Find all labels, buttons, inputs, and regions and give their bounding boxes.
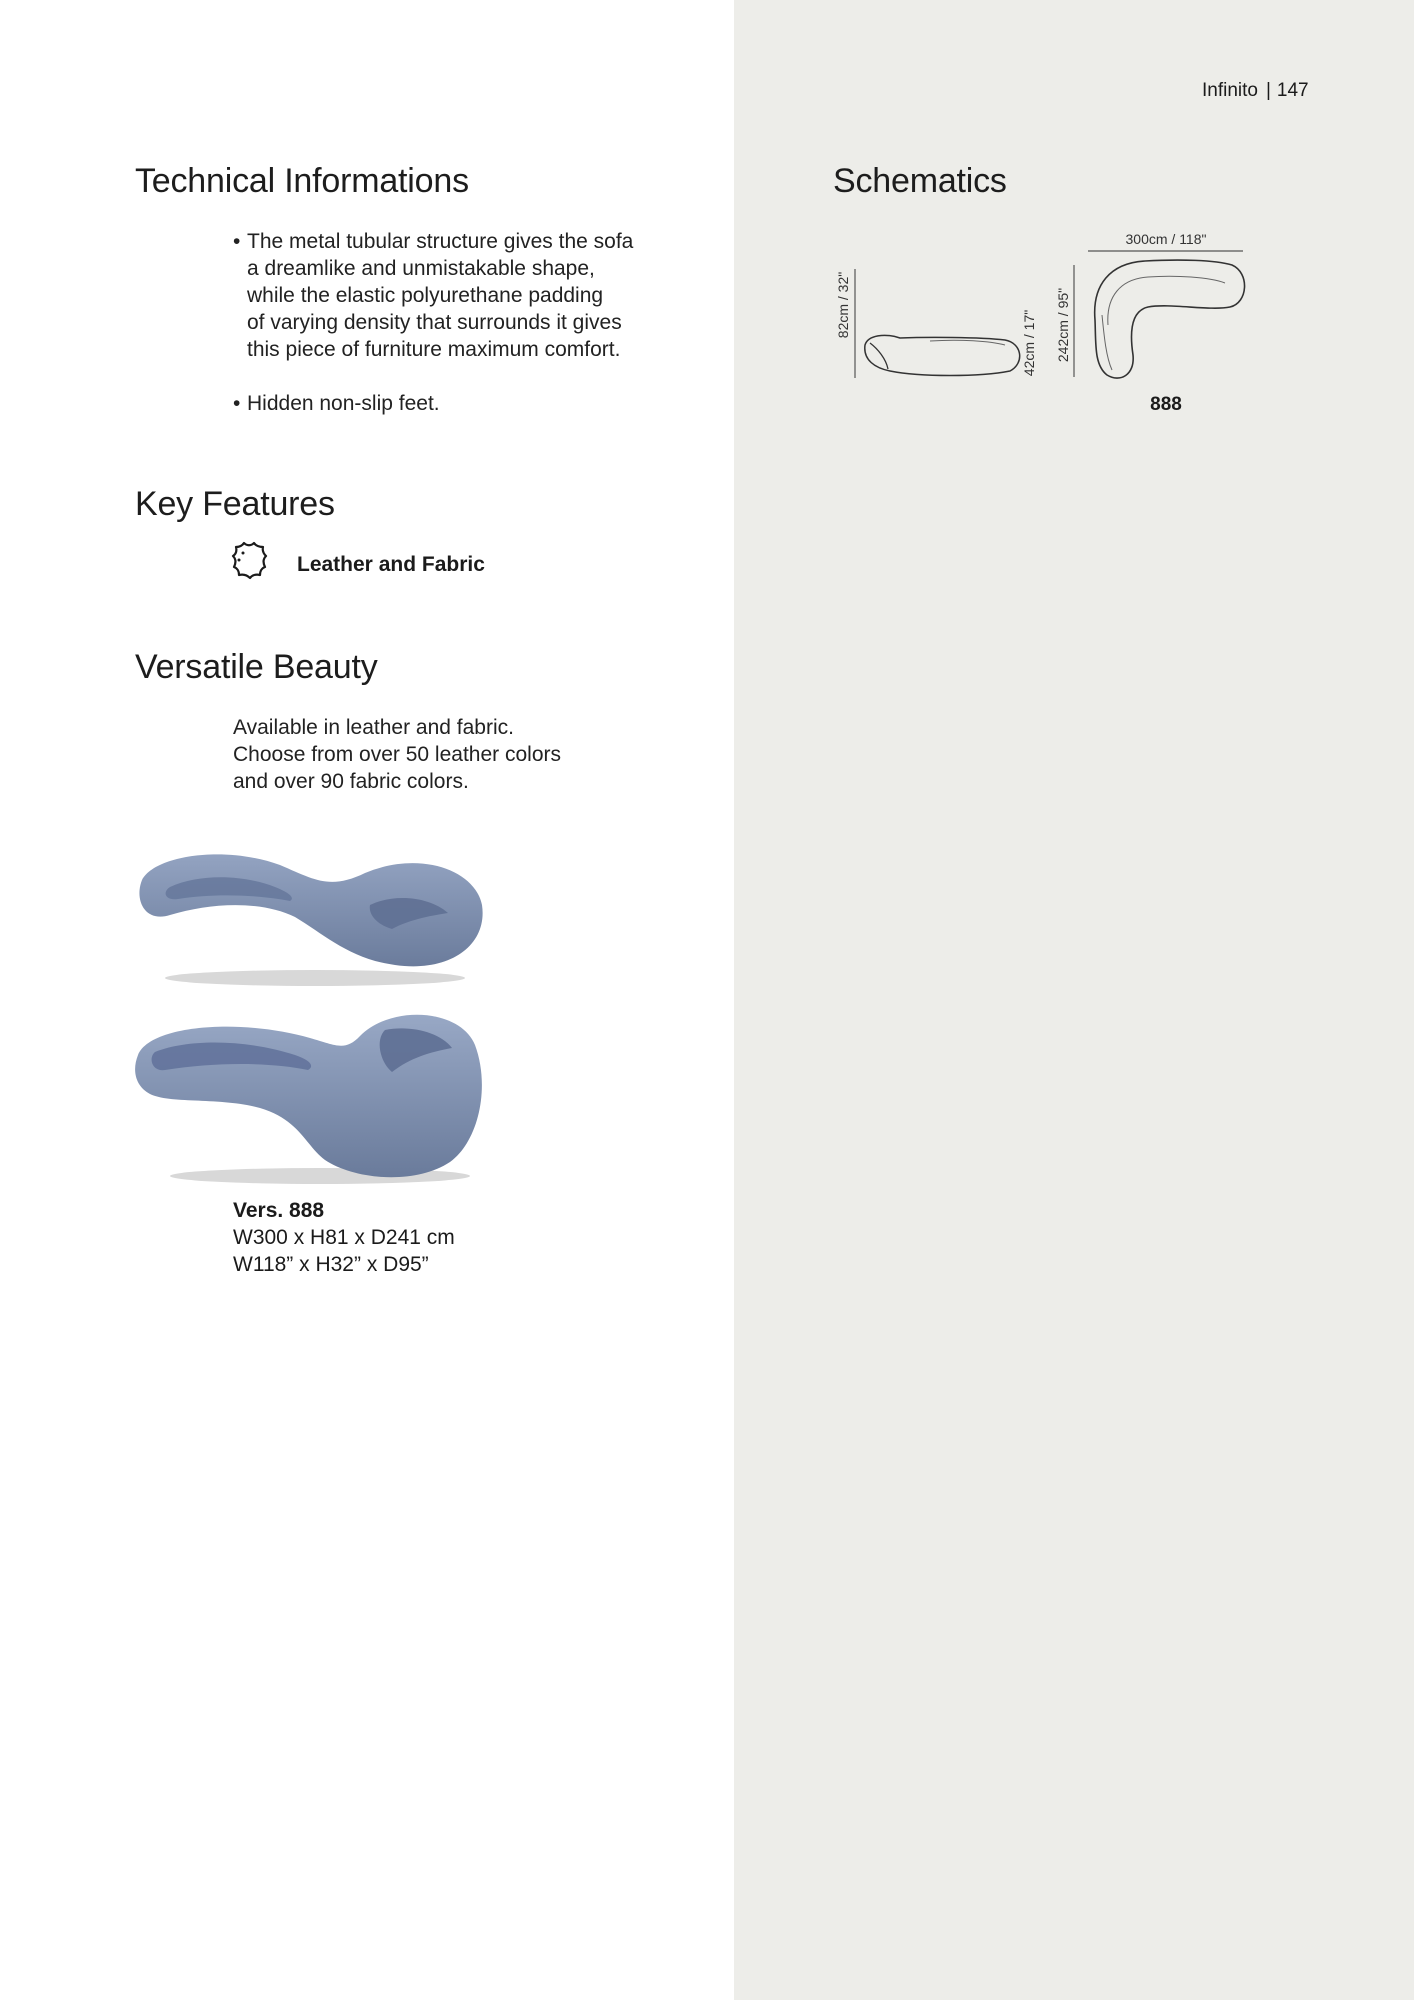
- bullet-line: Hidden non-slip feet.: [247, 392, 440, 415]
- dim-depth: 242cm / 95": [1055, 287, 1071, 363]
- product-version: Vers. 888: [233, 1199, 325, 1222]
- leather-hide-icon: [230, 540, 268, 580]
- product-dims-cm: W300 x H81 x D241 cm: [233, 1226, 455, 1249]
- side-view-outline: [865, 335, 1020, 375]
- plan-view-outline: [1095, 260, 1245, 378]
- versatile-text: [233, 714, 561, 795]
- versatile-line: Choose from over 50 leather colors: [233, 743, 561, 766]
- key-features-title: Key Features: [135, 485, 335, 523]
- product-dims-in: W118” x H32” x D95”: [233, 1253, 429, 1276]
- sofa-photo-top-view: [130, 835, 490, 995]
- dim-seat-height: 42cm / 17": [1021, 309, 1037, 377]
- bullet-dot: •: [233, 230, 241, 253]
- feature-label: Leather and Fabric: [297, 553, 485, 576]
- bullet-line: this piece of furniture maximum comfort.: [247, 338, 621, 361]
- dim-side-height: 82cm / 32": [835, 271, 851, 339]
- page-number: 147: [1276, 80, 1309, 101]
- model-label: 888: [1150, 394, 1182, 415]
- versatile-line: Available in leather and fabric.: [233, 716, 514, 739]
- product-name: Infinito: [1202, 80, 1258, 101]
- technical-bullets: [233, 228, 673, 417]
- page-header: [1202, 80, 1309, 102]
- versatile-title: Versatile Beauty: [135, 648, 378, 686]
- sofa-photo-angle-view: [130, 1000, 490, 1190]
- header-separator: |: [1265, 80, 1271, 101]
- bullet-dot: •: [233, 392, 241, 415]
- bullet-item: [233, 390, 673, 417]
- bullet-line: The metal tubular structure gives the sofa: [247, 230, 634, 253]
- versatile-line: and over 90 fabric colors.: [233, 770, 469, 793]
- product-specs: [233, 1197, 455, 1278]
- technical-title: Technical Informations: [135, 162, 469, 200]
- schematic-drawing: [830, 225, 1250, 425]
- bullet-line: while the elastic polyurethane padding: [247, 284, 604, 307]
- bullet-item: [233, 228, 673, 363]
- bullet-line: a dreamlike and unmistakable shape,: [247, 257, 595, 280]
- bullet-line: of varying density that surrounds it gives: [247, 311, 622, 334]
- schematics-title: Schematics: [833, 162, 1007, 200]
- dim-width: 300cm / 118": [1125, 231, 1207, 247]
